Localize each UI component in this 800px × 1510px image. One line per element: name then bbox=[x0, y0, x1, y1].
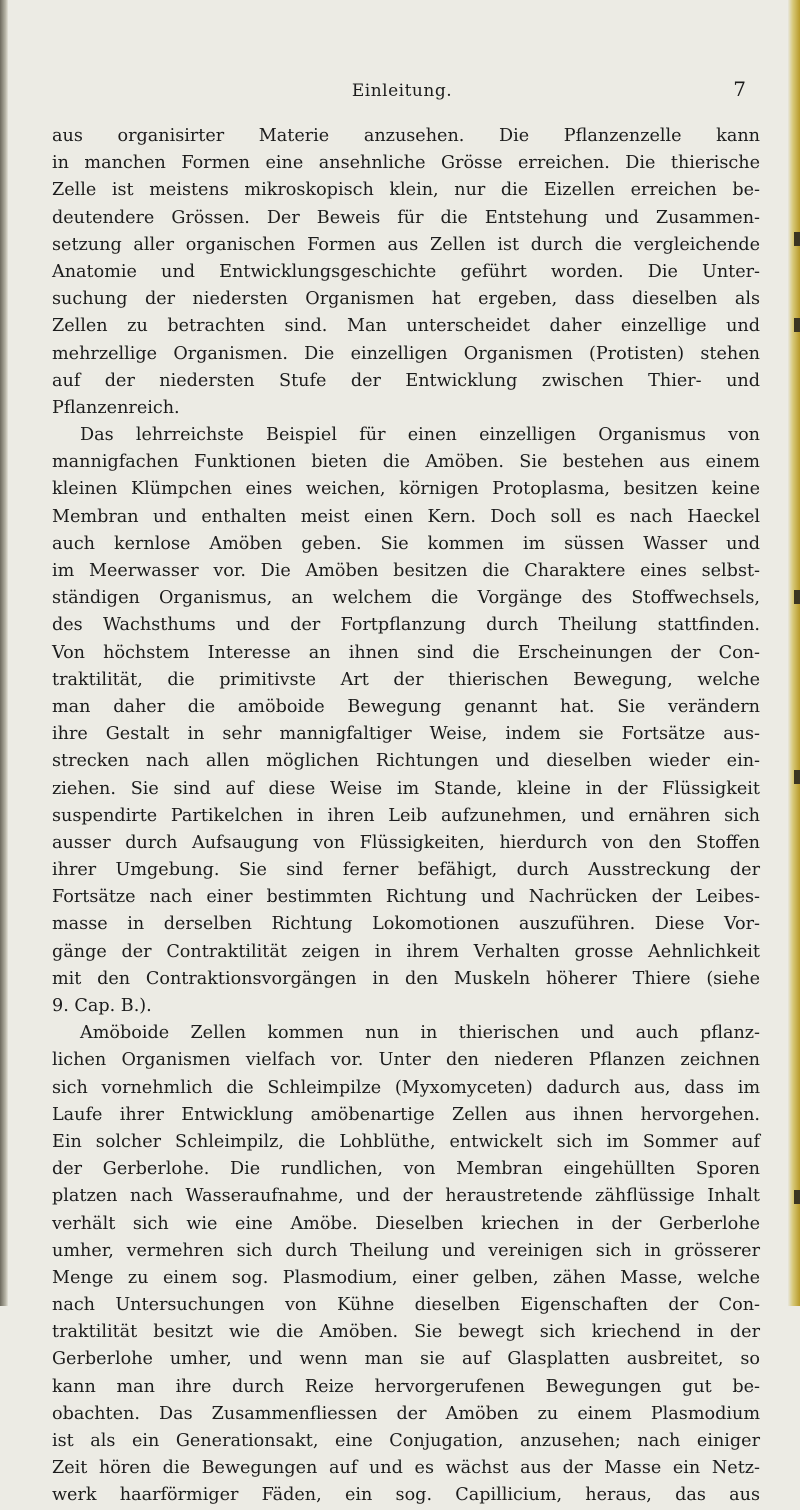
text-line: Ein solcher Schleimpilz, die Lohblüthe, entwickelt sich im Sommer auf bbox=[52, 1131, 760, 1152]
text-line: der Gerberlohe. Die rundlichen, von Membran eingehüllten Sporen bbox=[52, 1159, 760, 1180]
edge-mark bbox=[794, 590, 800, 604]
text-line: Amöboide Zellen kommen nun in thierischen und auch pflanz- bbox=[80, 1023, 760, 1044]
text-line: strecken nach allen möglichen Richtungen und dieselben wieder ein- bbox=[52, 751, 760, 772]
text-line: man daher die amöboide Bewegung genannt hat. Sie verändern bbox=[52, 696, 760, 717]
text-line: werk haarförmiger Fäden, ein sog. Capillicium, heraus, das aus bbox=[52, 1485, 760, 1506]
edge-mark bbox=[794, 1190, 800, 1204]
page-edge bbox=[788, 0, 800, 1306]
text-line: Membran und enthalten meist einen Kern. Doch soll es nach Haeckel bbox=[52, 506, 760, 527]
text-line: traktilität, die primitivste Art der thierischen Bewegung, welche bbox=[52, 669, 760, 690]
text-line: ständigen Organismus, an welchem die Vorgänge des Stoffwechsels, bbox=[52, 588, 760, 609]
text-line: sich vornehmlich die Schleimpilze (Myxomyceten) dadurch aus, dass im bbox=[52, 1077, 760, 1098]
book-page bbox=[52, 0, 760, 1506]
text-line: suspendirte Partikelchen in ihren Leib aufzunehmen, und ernähren sich bbox=[52, 805, 760, 826]
text-line: platzen nach Wasseraufnahme, und der heraustretende zähflüssige Inhalt bbox=[52, 1186, 760, 1207]
book-spine-shadow bbox=[0, 0, 8, 1306]
running-header bbox=[52, 77, 752, 103]
text-line: Zeit hören die Bewegungen auf und es wächst aus der Masse ein Netz- bbox=[52, 1458, 760, 1479]
text-line: gänge der Contraktilität zeigen in ihrem Verhalten grosse Aehnlichkeit bbox=[52, 941, 760, 962]
text-line: auf der niedersten Stufe der Entwicklung zwischen Thier- und bbox=[52, 370, 760, 391]
text-line: Menge zu einem sog. Plasmodium, einer gelben, zähen Masse, welche bbox=[52, 1267, 760, 1288]
text-line: in manchen Formen eine ansehnliche Grösse erreichen. Die thierische bbox=[52, 153, 760, 174]
text-line: Von höchstem Interesse an ihnen sind die Erscheinungen der Con- bbox=[52, 642, 760, 663]
text-line: Pflanzenreich. bbox=[52, 397, 180, 418]
text-line: Laufe ihrer Entwicklung amöbenartige Zellen aus ihnen hervorgehen. bbox=[52, 1104, 760, 1125]
text-line: mehrzellige Organismen. Die einzelligen Organismen (Protisten) stehen bbox=[52, 343, 760, 364]
text-line: nach Untersuchungen von Kühne dieselben Eigenschaften der Con- bbox=[52, 1295, 760, 1316]
text-line: mit den Contraktionsvorgängen in den Muskeln höherer Thiere (siehe bbox=[52, 968, 760, 989]
text-line: Das lehrreichste Beispiel für einen einzelligen Organismus von bbox=[80, 425, 760, 446]
text-line: obachten. Das Zusammenfliessen der Amöben zu einem Plasmodium bbox=[52, 1403, 760, 1424]
edge-mark bbox=[794, 770, 800, 784]
text-line: auch kernlose Amöben geben. Sie kommen im süssen Wasser und bbox=[52, 533, 760, 554]
text-line: setzung aller organischen Formen aus Zellen ist durch die vergleichende bbox=[52, 234, 760, 255]
text-line: kann man ihre durch Reize hervorgerufenen Bewegungen gut be- bbox=[52, 1376, 760, 1397]
body-text bbox=[52, 123, 760, 1510]
text-line: ist als ein Generationsakt, eine Conjugation, anzusehen; nach einiger bbox=[52, 1431, 760, 1451]
text-line: im Meerwasser vor. Die Amöben besitzen die Charaktere eines selbst- bbox=[52, 561, 760, 581]
text-line: ihrer Umgebung. Sie sind ferner befähigt, durch Ausstreckung der bbox=[52, 860, 760, 881]
text-line: ziehen. Sie sind auf diese Weise im Stande, kleine in der Flüssigkeit bbox=[52, 778, 760, 799]
text-line: Fortsätze nach einer bestimmten Richtung und Nachrücken der Leibes- bbox=[52, 887, 760, 908]
text-line: aus organisirter Materie anzusehen. Die Pflanzenzelle kann bbox=[52, 126, 760, 146]
edge-mark bbox=[794, 232, 800, 246]
text-line: lichen Organismen vielfach vor. Unter den niederen Pflanzen zeichnen bbox=[52, 1050, 760, 1071]
text-line: Zelle ist meistens mikroskopisch klein, nur die Eizellen erreichen be- bbox=[52, 180, 760, 201]
text-line: verhält sich wie eine Amöbe. Dieselben kriechen in der Gerberlohe bbox=[52, 1213, 760, 1234]
text-line: suchung der niedersten Organismen hat ergeben, dass dieselben als bbox=[52, 289, 760, 310]
text-line: kleinen Klümpchen eines weichen, körnigen Protoplasma, besitzen keine bbox=[52, 479, 760, 500]
text-line: deutendere Grössen. Der Beweis für die Entstehung und Zusammen- bbox=[52, 207, 760, 228]
text-line: umher, vermehren sich durch Theilung und vereinigen sich in grösserer bbox=[52, 1240, 760, 1261]
text-line: Gerberlohe umher, und wenn man sie auf Glasplatten ausbreitet, so bbox=[52, 1349, 760, 1370]
text-line: mannigfachen Funktionen bieten die Amöben. Sie bestehen aus einem bbox=[52, 452, 760, 473]
edge-mark bbox=[794, 318, 800, 332]
text-line: ausser durch Aufsaugung von Flüssigkeiten, hierdurch von den Stoffen bbox=[52, 832, 760, 853]
page-number: 7 bbox=[733, 77, 746, 101]
text-line: traktilität besitzt wie die Amöben. Sie bewegt sich kriechend in der bbox=[52, 1322, 760, 1343]
text-line: des Wachsthums und der Fortpflanzung durch Theilung stattfinden. bbox=[52, 615, 760, 636]
text-line: masse in derselben Richtung Lokomotionen auszuführen. Diese Vor- bbox=[52, 914, 760, 935]
text-line: ihre Gestalt in sehr mannigfaltiger Weise, indem sie Fortsätze aus- bbox=[52, 724, 760, 745]
text-line: Anatomie und Entwicklungsgeschichte geführt worden. Die Unter- bbox=[52, 261, 760, 282]
text-line: 9. Cap. B.). bbox=[52, 996, 152, 1016]
text-line: Zellen zu betrachten sind. Man unterscheidet daher einzellige und bbox=[52, 316, 760, 337]
running-title: Einleitung. bbox=[351, 81, 453, 101]
